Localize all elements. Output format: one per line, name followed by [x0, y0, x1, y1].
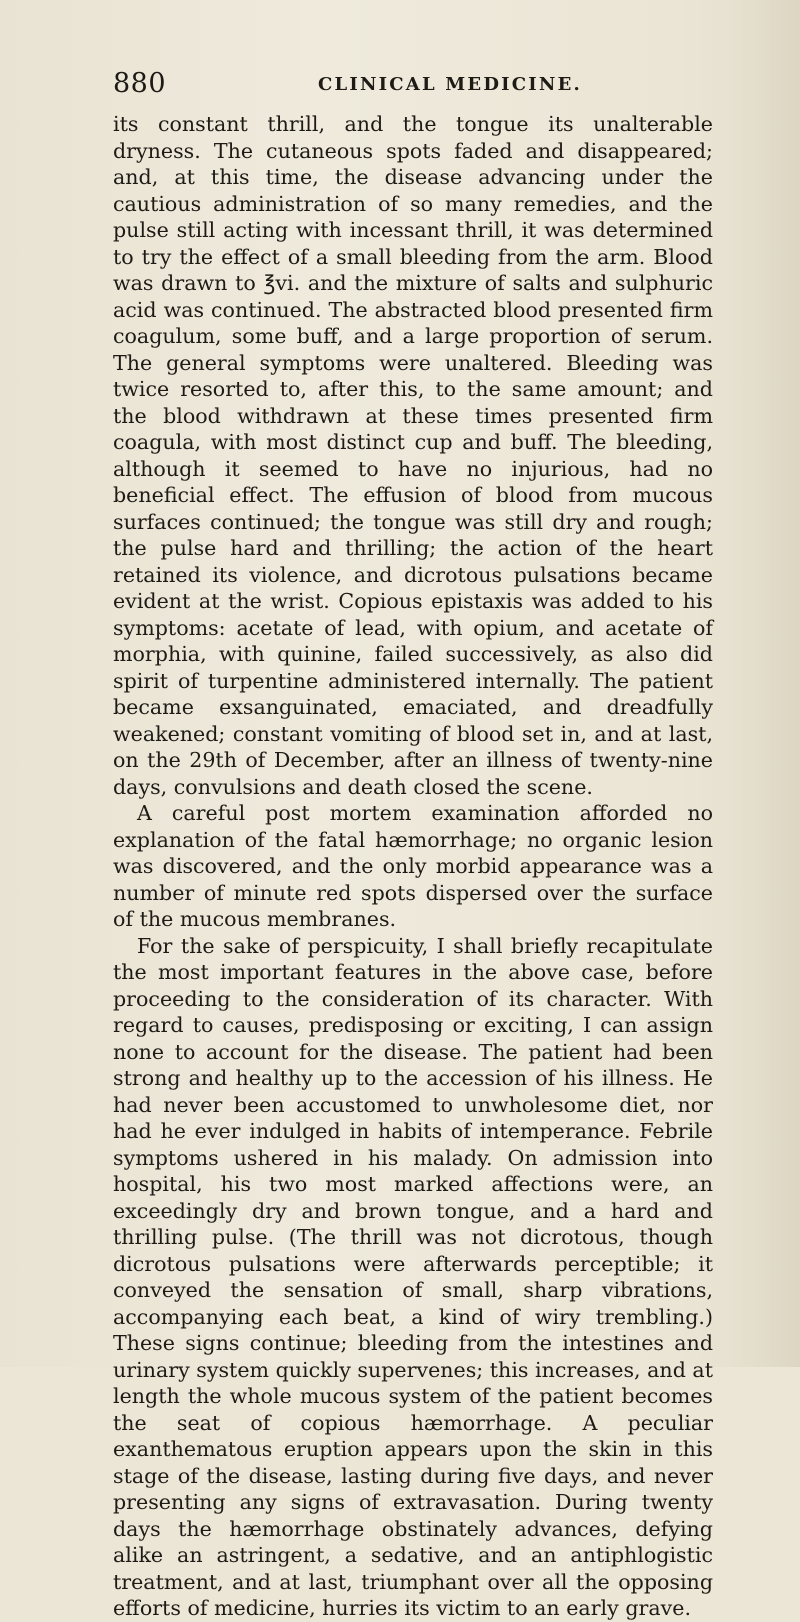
paragraph-recapitulation: For the sake of perspicuity, I shall briefly recapitulate the most important features in the above case, before proceeding to the consideration of its character. With regard to causes, predisposing or exciting, I can assign none to account for the disease. The patient had been strong and healthy up to the accession of his illness. He had never been accustomed to unwholesome diet, nor had he ever indulged in habits of intemperance. Febrile symptoms ushered in his malady. On admission into hospital, his two most marked affections were, an exceedingly dry and brown tongue, and a hard and thrilling pulse. (The thrill was not dicrotous, though dicrotous pulsations were afterwards perceptible; it conveyed the sensation of small, sharp vibrations, accompanying each beat, a kind of wiry trembling.) These signs continue; bleeding from the intestines and urinary system quickly supervenes; this increases, and at length the whole mucous system of the patient becomes the seat of copious hæmorrhage. A peculiar exanthematous eruption appears upon the skin in this stage of the disease, lasting during five days, and never presenting any signs of extravasation. During twenty days the hæmorrhage obstinately advances, defying alike an astringent, a sedative, and an antiphlogistic treatment, and at last, triumphant over all the opposing efforts of medicine, hurries its victim to an early grave. [113, 933, 713, 1620]
paragraph-post-mortem: A careful post mortem examination afforded no explanation of the fatal hæmorrhage; no organic lesion was discovered, and the only morbid appearance was a number of minute red spots dispersed over the surface of the mucous membranes. [113, 801, 713, 931]
paragraph-case-continuation: its constant thrill, and the tongue its unalterable dryness. The cutaneous spots faded and disappeared; and, at this time, the disease advancing under the cautious administration of so many remedies, and the pulse still acting with incessant thrill, it was determined to try the effect of a small bleeding from the arm. Blood was drawn to ℥vi. and the mixture of salts and sulphuric acid was continued. The abstracted blood presented firm coagulum, some buff, and a large proportion of serum. The general symptoms were unaltered. Bleeding was twice resorted to, after this, to the same amount; and the blood withdrawn at these times presented firm coagula, with most distinct cup and buff. The bleeding, although it seemed to have no injurious, had no beneficial effect. The effusion of blood from mucous surfaces continued; the tongue was still dry and rough; the pulse hard and thrilling; the action of the heart retained its violence, and dicrotous pulsations became evident at the wrist. Copious epistaxis was added to his symptoms: acetate of lead, with opium, and acetate of morphia, with quinine, failed successively, as also did spirit of turpentine administered internally. The patient became exsanguinated, emaciated, and dreadfully weakened; constant vomiting of blood set in, and at last, on the 29th of December, after an illness of twenty-nine days, convulsions and death closed the scene. [113, 112, 713, 799]
body-text [113, 111, 713, 1622]
running-head: CLINICAL MEDICINE. [318, 74, 582, 95]
page-edge-shading [730, 0, 800, 1367]
page-header [113, 68, 693, 102]
page-number: 880 [113, 68, 167, 99]
